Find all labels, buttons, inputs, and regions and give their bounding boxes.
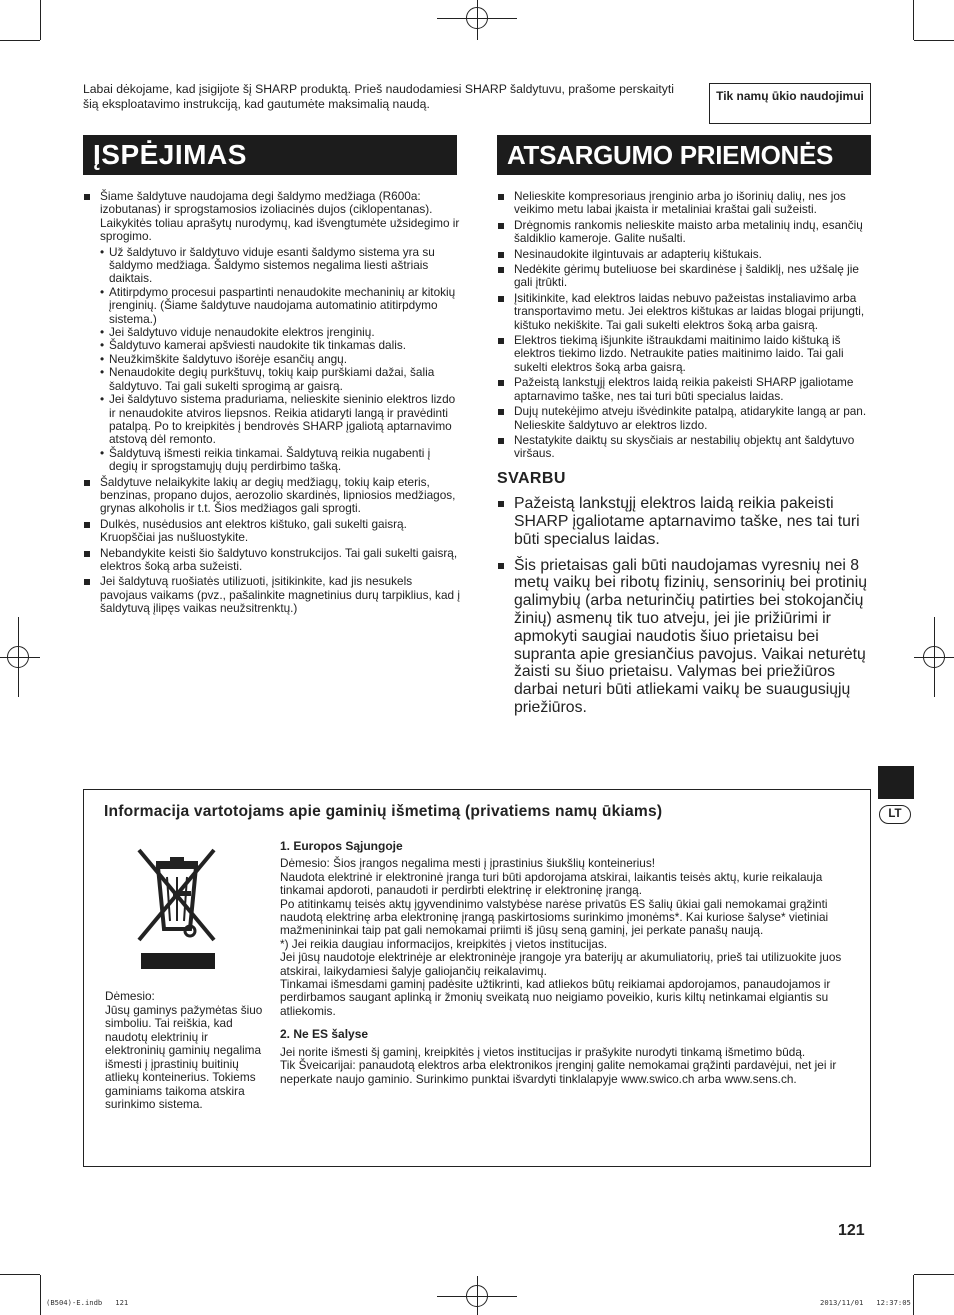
registration-mark [7, 646, 29, 668]
eu-paragraph: Tinkamai išmesdami gaminį padėsite užtikrinti, kad atliekos būtų reikiamai apdorojamos, panaudojamos ir perdirbamos saugant aplinką ir žmonių sveikatą nuo neigiamo poveikio, kuris kiltų netinkamai elgiantis su atliekomis. [280, 977, 831, 1018]
caution-heading: ATSARGUMO PRIEMONĖS [497, 135, 871, 175]
caution-item: Nesinaudokite ilgintuvais ar adapterių kištukais. [497, 248, 875, 261]
warning-subitem: • Jei šaldytuvo viduje nenaudokite elektros įrenginių. [100, 326, 461, 339]
crop-mark [914, 40, 954, 41]
caution-item: Elektros tiekimą išjunkite ištraukdami maitinimo laido kištuką iš elektros tiekimo lizdo. Netraukite paties maitinimo laido. Tai gali sukelti elektros šoką arba gaisrą. [497, 334, 875, 374]
language-tab: LT [879, 805, 911, 824]
registration-mark [466, 7, 488, 29]
caution-item: Dujų nutekėjimo atveju išvėdinkite patalpą, atidarykite langą ar pan. Nelieskite šaldytuvo ar elektros lizdo. [497, 405, 875, 432]
warning-heading: ĮSPĖJIMAS [83, 135, 457, 175]
crop-mark [0, 1274, 40, 1275]
crop-mark [913, 0, 914, 40]
warning-item: Dulkės, nusėdusios ant elektros kištuko, gali sukelti gaisrą. Kruopščiai jas nušluostykite. [83, 518, 461, 545]
non-eu-paragraph: Tik Šveicarijai: panaudotą elektros arba elektronikos įrenginį galite nemokamai grąžinti pardavėjui, net jei ir neperkate naujo gaminio. Surinkimo punktai išvardyti tinklalapyje www.swico.ch arba www.sens.ch. [280, 1058, 837, 1086]
warning-item: Šiame šaldytuve naudojama degi šaldymo medžiaga (R600a: izobutanas) ir sprogstamosios izoliacinės dujos (ciklopentanas). Laikykitės toliau aprašytų nurodymų, kad išvengtumėte užsidegimo ir sprogimo. • Už šaldytuvo ir šaldytuvo viduje esanti šaldymo sistema yra su šaldymo medžiaga. Šaldymo sistemos negalima liesti aštriais daiktais. • Atitirpdymo procesui paspartinti nenaudokite mechaninių ar kitokių įrenginių. (Šiame šaldytuve naudojama automatinio atitirpdymo sistema.) • Jei šaldytuvo viduje nenaudokite elektros įrenginių. • Šaldytuvo kamerai apšviesti naudokite tik tinkamas dalis. • Neužkimškite šaldytuvo išorėje esančių angų. • Nenaudokite degių purkštuvų, tokių kaip purškiami dažai, šalia šaldytuvo. Tai gali sukelti sprogimą ar gaisrą. • Jei šaldytuvo sistema praduriama, nelieskite sieninio elektros lizdo ir nenaudokite atviros liepsnos. Reikia atidaryti langą ir pravėdinti patalpą. Po to kreipkitės į bendrovės SHARP įgaliotą aptarnavimo atstovą dėl remonto. • Šaldytuvą išmesti reikia tinkamai. Šaldytuvą reikia nugabenti į degių ir sprogstamųjų dujų perdirbimo tašką. [83, 190, 461, 474]
warning-subitem: • Šaldytuvą išmesti reikia tinkamai. Šaldytuvą reikia nugabenti į degių ir sprogstamųjų dujų perdirbimo tašką. [100, 447, 461, 474]
eu-paragraph: Naudota elektrinė ir elektroninė įranga turi būti apdorojama atskirai, laikantis teisės aktų, kurie reikalauja tinkamai apdoroti, panaudoti ir perdirbti elektrinę ir elektroninę įrangą. [280, 869, 823, 898]
registration-mark [923, 646, 945, 668]
symbol-caption: Dėmesio: Jūsų gaminys pažymėtas šiuo simboliu. Tai reiškia, kad naudotų elektrinių ir elektroninių gaminių negalima išmesti į įprastinių buitinių atliekų konteinerius. Tokiems gaminiams taikoma atskira surinkimo sistema. [105, 989, 263, 1111]
crop-mark [0, 40, 40, 41]
non-eu-paragraph: Jei norite išmesti šį gaminį, kreipkitės į vietos institucijas ir prašykite nurodyti tinkamą išmetimo būdą. [280, 1044, 806, 1059]
caution-item: Nedėkite gėrimų buteliuose bei skardinėse į šaldiklį, nes užšalę jie gali įtrūkti. [497, 263, 875, 290]
non-eu-heading: 2. Ne ES šalyse [280, 1027, 369, 1042]
crop-mark [914, 1274, 954, 1275]
crop-mark [40, 0, 41, 40]
crop-mark [913, 1275, 914, 1315]
warning-subitem: • Šaldytuvo kamerai apšviesti naudokite tik tinkamas dalis. [100, 339, 461, 352]
warning-item: Nebandykite keisti šio šaldytuvo konstrukcijos. Tai gali sukelti gaisrą, elektros šoką arba sužeisti. [83, 547, 461, 574]
caution-item: Drėgnomis rankomis nelieskite maisto arba metalinių indų, esančių šaldiklio kameroje. Galite nušalti. [497, 219, 875, 246]
household-use-badge: Tik namų ūkio naudojimui [709, 83, 871, 124]
warning-section [83, 190, 461, 618]
registration-mark [466, 1285, 488, 1307]
caution-item: Pažeistą lankstųjį elektros laidą reikia pakeisti SHARP įgaliotame aptarnavimo taške, nes tai turi būti specialus laidas. [497, 376, 875, 403]
intro-text: Labai dėkojame, kad įsigijote šį SHARP produktą. Prieš naudodamiesi SHARP šaldytuvu, prašome perskaityti šią eksploatavimo instrukciją, kad gautumėte maksimalią naudą. [83, 82, 674, 111]
caution-item: Nelieskite kompresoriaus įrenginio arba jo išorinių dalių, nes jos veikimo metu labai įkaista ir metaliniai kraštai gali sužeisti. [497, 190, 875, 217]
disposal-heading: Informacija vartotojams apie gaminių išmetimą (privatiems namų ūkiams) [104, 803, 663, 820]
warning-item: Jei šaldytuvą ruošiatės utilizuoti, įsitikinkite, kad jis nesukels pavojaus vaikams (pvz., pašalinkite magnetinius durų tarpiklius, kad į šaldytuvą įlipęs vaikas neužsitrenktų.) [83, 575, 461, 615]
section-tab-marker [878, 766, 914, 799]
important-item: Pažeistą lankstųjį elektros laidą reikia pakeisti SHARP įgaliotame aptarnavimo taške, nes tai turi būti specialus laidas. [497, 495, 875, 548]
page-number: 121 [838, 1222, 865, 1239]
warning-subitem: • Jei šaldytuvo sistema praduriama, nelieskite sieninio elektros lizdo ir nenaudokite atviros liepsnos. Reikia atidaryti langą ir pravėdinti patalpą. Po to kreipkitės į bendrovės SHARP įgaliotą aptarnavimo atstovą dėl remonto. [100, 393, 461, 447]
disposal-info-box [83, 789, 871, 1167]
eu-paragraph: Po atitinkamų teisės aktų įgyvendinimo valstybėse narėse privatūs ES šalių ūkiai gali nemokamai grąžinti naudotą elektrinę arba elektroninę įrangą paskirtosioms surinkimo įmonėms*. Kai kuriose šalyse* vietiniai mažmenininkai taip pat gali nemokamai priimti iš jūsų seną gaminį, jei perkate panašų naują. [280, 896, 829, 938]
warning-item: Šaldytuve nelaikykite lakių ar degių medžiagų, tokių kaip eteris, benzinas, propano dujos, aerozolio skardinės, lipniosios medžiagos, grynas alkoholis ir t.t. Šios medžiagos gali sprogti. [83, 476, 461, 516]
caution-item: Nestatykite daiktų su skysčiais ar nestabilių objektų ant šaldytuvo viršaus. [497, 434, 875, 461]
caution-section [497, 190, 875, 725]
warning-subitem: • Už šaldytuvo ir šaldytuvo viduje esanti šaldymo sistema yra su šaldymo medžiaga. Šaldymo sistemos negalima liesti aštriais daiktais. [100, 246, 461, 286]
crop-mark [40, 1275, 41, 1315]
important-heading: SVARBU [497, 469, 566, 487]
print-footer-file: (B504)-E.indb 121 [46, 1298, 129, 1307]
caution-item: Įsitikinkite, kad elektros laidas nebuvo pažeistas instaliavimo arba transportavimo metu. Jei elektros kištukas ar laidas blogai prijungti, kištuko nekiškite. Tai gali sukelti elektros šoką arba gaisrą. [497, 292, 875, 332]
warning-subitem: • Atitirpdymo procesui paspartinti nenaudokite mechaninių ar kitokių įrenginių. (Šiame šaldytuve naudojama automatinio atitirpdymo sistema.) [100, 286, 461, 326]
warning-subitem: • Neužkimškite šaldytuvo išorėje esančių angų. [100, 353, 461, 366]
eu-heading: 1. Europos Sąjungoje [280, 839, 403, 853]
crossed-bin-icon [134, 845, 220, 975]
print-footer-timestamp: 2013/11/01 12:37:05 [820, 1298, 911, 1307]
important-item: Šis prietaisas gali būti naudojamas vyresnių nei 8 metų vaikų bei ribotų fizinių, sensorinių bei protinių galimybių (arba neturinčių patirties bei stokojančių žinių) asmenų tik tuo atveju, jei jie prižiūrimi ir apmokyti saugiai naudotis šiuo prietaisu bei supranta apie gresiančius pavojus. Vaikai neturėtų žaisti su šiuo prietaisu. Valymas bei priežiūros darbai neturi būti atliekami vaikų be suaugusiųjų priežiūros. [497, 557, 875, 717]
eu-paragraph: Jei jūsų naudotoje elektrinėje ar elektroninėje įrangoje yra baterijų ar akumuliatorių, prieš tai utilizuokite juos atskirai, laikydamiesi šalyje galiojančių reikalavimų. [280, 950, 842, 978]
eu-paragraph: Dėmesio: Šios įrangos negalima mesti į įprastinius šiukšlių konteinerius! [280, 856, 656, 871]
disposal-details [280, 840, 866, 1086]
eu-paragraph: *) Jei reikia daugiau informacijos, kreipkitės į vietos institucijas. [280, 936, 608, 951]
warning-subitem: • Nenaudokite degių purkštuvų, tokių kaip purškiami dažai, šalia šaldytuvo. Tai gali sukelti sprogimą ar gaisrą. [100, 366, 461, 393]
